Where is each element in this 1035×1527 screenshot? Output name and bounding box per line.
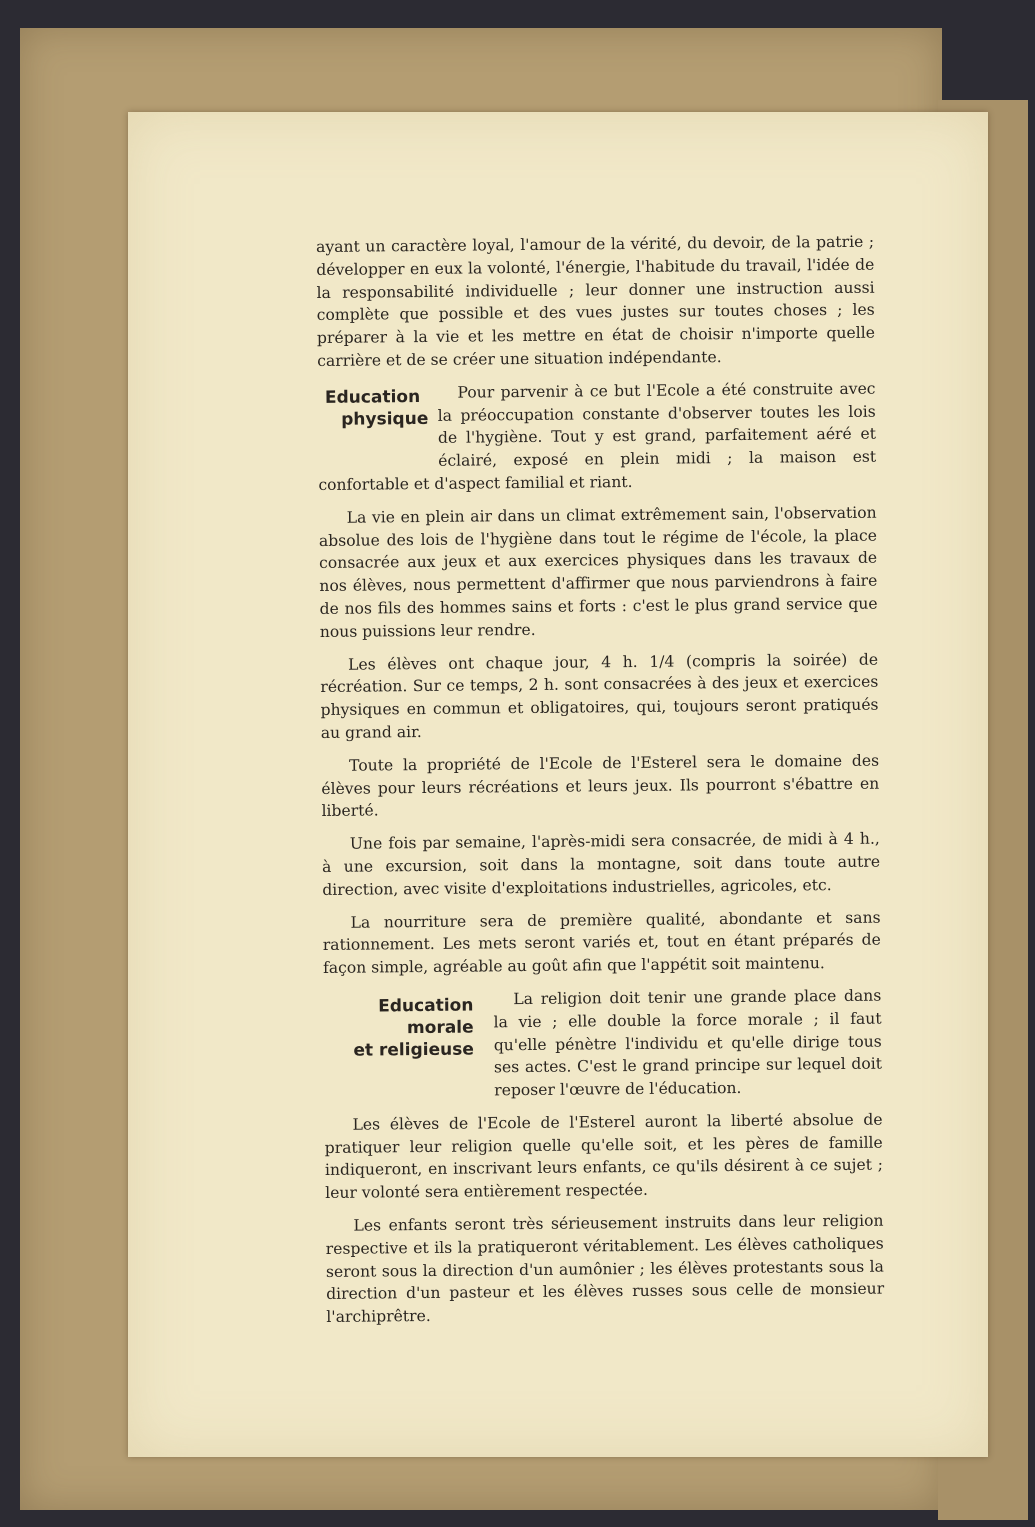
heading-line: Education <box>324 386 421 408</box>
paragraph: La religion doit tenir une grande place dans la vie ; elle double la force morale ; il faut qu'elle pénètre l'individu et qu'elle dirige tous ses actes. C'est le grand principe sur lequel doit reposer l'œuvre de l'éducation. <box>493 986 883 1100</box>
paragraph: Pour parvenir à ce but l'Ecole a été construite avec la préoccupation constante d'observer toutes les lois de l'hygiène. Tout y est grand, parfaitement aéré et éclairé, exposé en plein midi ; la maison est confortable et d'aspect familial et riant. <box>318 379 877 494</box>
heading-line: et religieuse <box>353 1039 474 1061</box>
heading-line: morale <box>406 1017 474 1039</box>
heading-line: Education <box>378 995 474 1017</box>
paragraph: Les élèves ont chaque jour, 4 h. 1/4 (compris la soirée) de récréation. Sur ce temps, 2 h. sont consacrées à des jeux et exercices physiques en commun et obligatoires, qui, toujours seront pratiqués au grand air. <box>320 650 879 742</box>
page-text <box>316 231 885 1339</box>
paragraph: Une fois par semaine, l'après-midi sera consacrée, de midi à 4 h., à une excursion, soit dans la montagne, soit dans toute autre direction, avec visite d'exploitations industrielles, agricoles, etc. <box>321 829 881 899</box>
paragraph: La nourriture sera de première qualité, abondante et sans rationnement. Les mets seront variés et, tout en étant préparés de façon simple, agréable au goût afin que l'appétit soit maintenu. <box>322 908 881 978</box>
paragraph: Les enfants seront très sérieusement instruits dans leur religion respective et ils la pratiqueront véritablement. Les élèves catholiques seront sous la direction d'un aumônier ; les élèves protestants sous la direction d'un pasteur et les élèves russes sous celle de monsieur l'archiprêtre. <box>325 1211 885 1327</box>
section-heading-morale <box>323 994 474 1085</box>
section-education-physique <box>317 377 876 506</box>
paragraph: La vie en plein air dans un climat extrêmement sain, l'observation absolue des lois de l'hygiène dans tout le régime de l'école, la place consacrée aux jeux et aux exercices physiques dans les travaux de nos élèves, nous permettent d'affirmer que nous parviendrons à faire de nos fils des hommes sains et forts : c'est le plus grand service que nous puissions leur rendre. <box>318 503 878 641</box>
section-heading-physique <box>317 386 438 459</box>
intro-paragraph: ayant un caractère loyal, l'amour de la vérité, du devoir, de la patrie ; développer en eux la volonté, l'énergie, l'habitude du travail, l'idée de la responsabilité individuelle ; leur donner une instruction aussi complète que possible et des vues justes sur toutes choses ; les préparer à la vie et les mettre en état de choisir n'importe quelle carrière et de se créer une situation indépendante. <box>316 232 876 370</box>
heading-line: physique <box>341 408 429 430</box>
paragraph: Toute la propriété de l'Ecole de l'Esterel sera le domaine des élèves pour leurs récréations et leurs jeux. Ils pourront s'ébattre en liberté. <box>321 751 880 821</box>
section-education-morale <box>323 985 882 1114</box>
paragraph: Les élèves de l'Ecole de l'Esterel auront la liberté absolue de pratiquer leur religion quelle qu'elle soit, et les pères de famille indiqueront, en inscrivant leurs enfants, ce qu'ils désirent à ce sujet ; leur volonté sera entièrement respectée. <box>324 1110 884 1203</box>
